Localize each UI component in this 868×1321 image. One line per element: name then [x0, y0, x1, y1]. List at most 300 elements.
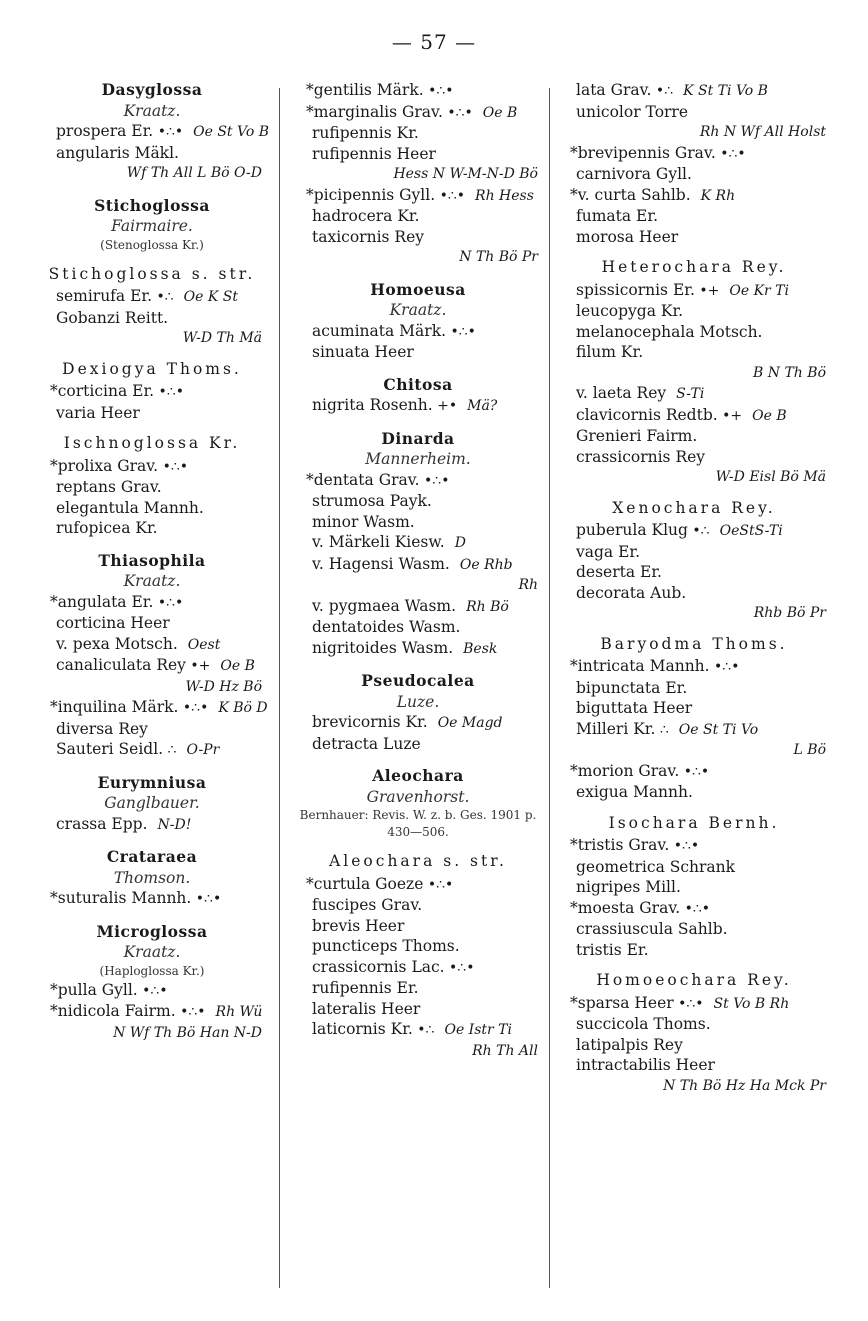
species-list — [556, 761, 832, 803]
species-name: deserta Er. — [576, 563, 662, 581]
species-entry — [556, 164, 832, 185]
species-name: v. pygmaea Wasm. — [312, 596, 457, 615]
species-name: rufopicea Kr. — [56, 519, 158, 537]
species-entry — [556, 280, 832, 302]
distribution: Rh Wü — [215, 1004, 263, 1020]
species-name: *pulla Gyll. — [50, 980, 138, 999]
species-name: spissicornis Er. — [576, 280, 695, 299]
species-entry — [556, 383, 832, 405]
species-entry — [292, 638, 544, 660]
myrmecophile-symbol: •∴• — [154, 384, 184, 400]
distribution: Oe Magd — [437, 715, 503, 731]
species-name: clavicornis Redtb. — [576, 405, 718, 424]
distribution: Hess N W-M-N-D Bö — [393, 166, 538, 182]
species-entry — [36, 719, 268, 740]
distribution: OeStS-Ti — [719, 523, 783, 539]
species-entry — [556, 143, 832, 165]
species-name: detracta Luze — [312, 734, 421, 753]
species-entry — [556, 185, 832, 207]
species-entry — [556, 877, 832, 898]
genus-heading: Pseudocalea — [361, 671, 475, 690]
species-name: semirufa Er. — [56, 287, 153, 305]
species-entry — [292, 321, 544, 343]
species-entry — [556, 542, 832, 563]
species-name: fumata Er. — [576, 207, 659, 225]
species-name: *marginalis Grav. — [306, 102, 443, 121]
myrmecophile-symbol: •∴• — [680, 900, 711, 917]
species-entry — [36, 308, 268, 329]
subgenus-heading: Xenochara Rey. — [612, 498, 776, 517]
subgenus-heading: Homoeochara Rey. — [596, 971, 792, 989]
distribution: S-Ti — [676, 386, 705, 402]
distribution: Oe B — [752, 407, 787, 424]
species-name: *prolixa Grav. — [50, 456, 159, 475]
species-name: crassa Epp. — [56, 814, 148, 833]
distribution: O-Pr — [186, 742, 220, 758]
genus-author: Kraatz. — [389, 301, 447, 319]
distribution: N Th Bö Pr — [459, 249, 538, 265]
distribution: L Bö — [793, 742, 826, 758]
species-name: unicolor Torre — [576, 102, 689, 121]
species-name: puberula Klug — [576, 521, 688, 539]
species-name: laticornis Kr. — [312, 1020, 413, 1038]
species-list — [36, 592, 268, 677]
distribution: K Bö D — [218, 700, 268, 716]
species-entry — [292, 957, 544, 979]
species-name: *morion Grav. — [570, 761, 680, 780]
species-list — [556, 993, 832, 1076]
column-1 — [36, 80, 268, 1043]
subgenus-heading: Baryodma Thoms. — [600, 634, 788, 653]
species-list — [36, 980, 268, 1023]
distribution: D — [454, 535, 466, 551]
species-list — [292, 470, 544, 576]
distribution: W-D Eisl Bö Mä — [715, 469, 826, 485]
species-entry — [292, 144, 544, 165]
species-list — [36, 456, 268, 539]
genus-heading: Microglossa — [96, 921, 208, 941]
myrmecophile-symbol: •∴• — [669, 838, 700, 854]
myrmecophile-symbol: •∴• — [137, 982, 168, 999]
species-name: *brevipennis Grav. — [570, 143, 716, 162]
species-entry — [292, 206, 544, 227]
species-name: dentatoides Wasm. — [312, 618, 461, 636]
species-list — [292, 395, 544, 417]
subgenus-heading: Dexiogya Thoms. — [62, 359, 242, 378]
species-name: Gobanzi Reitt. — [56, 308, 169, 327]
species-entry — [556, 656, 832, 678]
species-entry — [36, 518, 268, 539]
species-name: vaga Er. — [576, 542, 641, 561]
species-name: *inquilina Märk. — [50, 698, 179, 716]
species-entry — [292, 895, 544, 916]
myrmecophile-symbol: •+ — [694, 282, 720, 299]
subgenus-heading: Stichoglossa s. str. — [48, 264, 256, 283]
distribution: Oest — [187, 636, 221, 653]
species-entry — [556, 698, 832, 719]
species-name: *angulata Er. — [50, 592, 154, 611]
myrmecophile-symbol: •∴• — [419, 472, 450, 489]
species-name: morosa Heer — [576, 227, 679, 246]
genus-heading: Crataraea — [106, 847, 198, 866]
genus-author: Kraatz. — [123, 943, 181, 961]
species-list — [556, 656, 832, 740]
species-entry — [556, 80, 832, 102]
species-name: strumosa Payk. — [312, 492, 432, 510]
species-entry — [556, 940, 832, 961]
genus-heading: Dinarda — [381, 428, 455, 448]
column-3 — [556, 80, 832, 1096]
species-entry — [556, 993, 832, 1015]
species-name: acuminata Märk. — [312, 321, 447, 340]
species-entry — [556, 719, 832, 741]
distribution: K St Ti Vo B — [683, 83, 768, 99]
distribution: St Vo B Rh — [713, 995, 790, 1012]
genus-heading: Aleochara — [372, 766, 464, 785]
distribution: Oe St Ti Vo — [678, 721, 759, 738]
genus-heading: Homoeusa — [370, 279, 466, 299]
species-name: crassiuscula Sahlb. — [576, 920, 728, 938]
species-name: lateralis Heer — [312, 999, 421, 1018]
species-name: *suturalis Mannh. — [50, 889, 192, 907]
species-name: *intricata Mannh. — [570, 657, 710, 675]
species-name: prospera Er. — [56, 122, 154, 140]
myrmecophile-symbol: •∴• — [423, 876, 454, 893]
distribution: Oe Istr Ti — [444, 1022, 512, 1038]
genus-author: Kraatz. — [123, 572, 181, 590]
species-entry — [36, 655, 268, 677]
species-entry — [556, 447, 832, 468]
distribution: Rhb Bö Pr — [753, 605, 826, 621]
myrmecophile-symbol: •∴ — [651, 83, 674, 99]
species-entry — [556, 835, 832, 857]
species-entry — [36, 477, 268, 498]
species-list — [292, 712, 544, 754]
species-name: crassicornis Lac. — [312, 957, 445, 976]
species-name: carnivora Gyll. — [576, 165, 692, 183]
species-name: leucopyga Kr. — [576, 302, 684, 320]
species-name: minor Wasm. — [312, 512, 415, 531]
species-entry — [292, 80, 544, 102]
distribution: N Th Bö Hz Ha Mck Pr — [663, 1077, 826, 1094]
species-name: Sauteri Seidl. — [56, 740, 164, 758]
genus-author: Fairmaire. — [111, 217, 193, 235]
myrmecophile-symbol: •∴• — [715, 145, 746, 162]
species-name: *gentilis Märk. — [306, 81, 424, 99]
species-name: filum Kr. — [576, 343, 644, 361]
species-name: rufipennis Heer — [312, 144, 436, 163]
distribution: Oe St Vo B — [193, 124, 269, 140]
species-entry — [292, 532, 544, 554]
species-name: exigua Mannh. — [576, 783, 693, 801]
myrmecophile-symbol: •∴ — [412, 1022, 435, 1038]
species-name: nigrita Rosenh. — [312, 396, 433, 414]
species-entry — [36, 739, 268, 761]
subgenus-heading: Ischnoglossa Kr. — [63, 434, 241, 452]
species-list — [292, 596, 544, 660]
myrmecophile-symbol: •∴• — [446, 323, 476, 340]
species-entry — [36, 980, 268, 1002]
species-entry — [36, 456, 268, 478]
species-list — [556, 80, 832, 122]
species-entry — [556, 426, 832, 447]
species-entry — [36, 613, 268, 634]
species-name: decorata Aub. — [576, 583, 687, 602]
myrmecophile-symbol: ∴ — [163, 742, 177, 758]
species-list — [556, 383, 832, 467]
species-name: crassicornis Rey — [576, 447, 706, 466]
species-name: *picipennis Gyll. — [306, 185, 436, 204]
species-name: geometrica Schrank — [576, 857, 736, 876]
species-entry — [556, 782, 832, 803]
myrmecophile-symbol: •∴• — [435, 187, 466, 204]
species-entry — [556, 206, 832, 227]
species-list — [36, 888, 268, 910]
species-entry — [36, 634, 268, 656]
myrmecophile-symbol: •∴• — [175, 1004, 206, 1020]
subgenus-heading: Heterochara Rey. — [601, 258, 787, 276]
column-divider — [549, 88, 550, 1288]
distribution: Rh Bö — [466, 598, 509, 615]
myrmecophile-symbol: •∴• — [709, 659, 740, 675]
synonym-note: (Haploglossa Kr.) — [99, 963, 205, 978]
reference-note: Bernhauer: Revis. W. z. b. Ges. 1901 p. 430—506. — [299, 808, 537, 839]
distribution: W-D Th Mä — [182, 330, 262, 346]
species-name: nigritoides Wasm. — [312, 638, 454, 657]
species-entry — [556, 520, 832, 542]
species-entry — [292, 512, 544, 533]
species-name: *curtula Goeze — [306, 874, 424, 893]
species-entry — [556, 1014, 832, 1035]
species-entry — [292, 712, 544, 734]
myrmecophile-symbol: •∴• — [153, 594, 184, 611]
species-entry — [292, 185, 544, 207]
genus-author: Gravenhorst. — [366, 787, 470, 806]
distribution: Besk — [463, 640, 498, 657]
species-entry — [36, 121, 268, 143]
species-name: varia Heer — [56, 403, 140, 422]
species-name: melanocephala Motsch. — [576, 322, 763, 341]
myrmecophile-symbol: •∴• — [442, 104, 473, 121]
species-entry — [292, 395, 544, 417]
species-name: angularis Mäkl. — [56, 143, 179, 162]
species-list — [292, 80, 544, 164]
species-name: sinuata Heer — [312, 343, 414, 361]
species-list — [292, 185, 544, 248]
species-name: *sparsa Heer — [570, 993, 674, 1012]
species-entry — [36, 403, 268, 424]
species-entry — [36, 1001, 268, 1023]
species-name: hadrocera Kr. — [312, 207, 420, 225]
species-entry — [292, 874, 544, 896]
distribution: Rh — [518, 577, 538, 593]
species-entry — [36, 592, 268, 614]
species-name: v. pexa Motsch. — [56, 634, 178, 653]
genus-heading: Thiasophila — [98, 550, 206, 570]
species-name: biguttata Heer — [576, 699, 693, 717]
species-entry — [556, 583, 832, 604]
distribution: Mä? — [467, 398, 498, 414]
distribution: Oe B — [482, 104, 518, 121]
species-entry — [292, 936, 544, 957]
distribution: Rh Th All — [472, 1042, 538, 1059]
species-name: diversa Rey — [56, 719, 148, 738]
species-name: lata Grav. — [576, 81, 652, 99]
species-name: rufipennis Kr. — [312, 124, 419, 142]
myrmecophile-symbol: •∴• — [444, 959, 475, 976]
species-name: latipalpis Rey — [576, 1035, 683, 1054]
species-name: *v. curta Sahlb. — [570, 185, 691, 204]
genus-author: Kraatz. — [123, 101, 181, 120]
species-entry — [36, 888, 268, 910]
distribution: B N Th Bö — [753, 364, 826, 381]
myrmecophile-symbol: •∴ — [152, 289, 174, 305]
species-entry — [556, 857, 832, 878]
species-name: brevis Heer — [312, 916, 405, 935]
distribution: Rh N Wf All Holst — [699, 124, 826, 140]
species-name: v. Märkeli Kiesw. — [312, 533, 445, 551]
species-name: fuscipes Grav. — [312, 896, 423, 914]
species-name: reptans Grav. — [56, 478, 162, 496]
genus-heading: Dasyglossa — [101, 80, 203, 99]
species-name: *corticina Er. — [50, 382, 155, 400]
species-name: intractabilis Heer — [576, 1056, 715, 1074]
genus-heading: Eurymniusa — [97, 772, 207, 792]
species-entry — [292, 1019, 544, 1041]
myrmecophile-symbol: •∴• — [191, 891, 222, 907]
species-name: puncticeps Thoms. — [312, 937, 460, 955]
species-entry — [292, 596, 544, 618]
species-name: *moesta Grav. — [570, 898, 681, 917]
species-entry — [556, 562, 832, 583]
species-name: succicola Thoms. — [576, 1015, 711, 1033]
species-entry — [556, 1035, 832, 1056]
species-list — [36, 697, 268, 761]
myrmecophile-symbol: •∴• — [423, 83, 454, 99]
species-entry — [292, 617, 544, 638]
species-entry — [36, 286, 268, 308]
subgenus-heading: Aleochara s. str. — [329, 852, 507, 870]
myrmecophile-symbol: •∴ — [687, 523, 710, 539]
species-name: v. laeta Rey — [576, 384, 667, 402]
distribution: Oe Rhb — [459, 556, 513, 573]
species-entry — [36, 143, 268, 164]
column-divider — [279, 88, 280, 1288]
species-list — [556, 280, 832, 363]
genus-author: Thomson. — [113, 868, 191, 887]
species-list — [36, 814, 268, 836]
myrmecophile-symbol: •∴• — [673, 995, 704, 1012]
species-name: rufipennis Er. — [312, 979, 419, 997]
myrmecophile-symbol: •∴• — [158, 458, 188, 475]
species-entry — [36, 381, 268, 403]
species-entry — [292, 123, 544, 144]
synonym-note: (Stenoglossa Kr.) — [100, 237, 204, 252]
subgenus-heading: Isochara Bernh. — [608, 813, 780, 832]
myrmecophile-symbol: +• — [432, 398, 458, 414]
species-name: Grenieri Fairm. — [576, 427, 698, 445]
myrmecophile-symbol: ∴ — [655, 721, 669, 738]
species-entry — [292, 102, 544, 124]
distribution: N-D! — [157, 816, 192, 833]
species-entry — [556, 301, 832, 322]
species-name: brevicornis Kr. — [312, 713, 428, 731]
species-list — [36, 121, 268, 163]
column-2 — [292, 80, 544, 1061]
species-name: Milleri Kr. — [576, 719, 656, 738]
species-name: elegantula Mannh. — [56, 498, 204, 517]
species-entry — [556, 678, 832, 699]
species-entry — [292, 916, 544, 937]
species-list — [36, 286, 268, 328]
distribution: K Rh — [700, 187, 736, 204]
species-list — [556, 143, 832, 248]
species-entry — [292, 978, 544, 999]
species-name: tristis Er. — [576, 940, 649, 959]
species-entry — [556, 322, 832, 343]
species-entry — [292, 342, 544, 363]
species-list — [292, 874, 544, 1041]
myrmecophile-symbol: •∴• — [679, 763, 710, 780]
species-entry — [556, 227, 832, 248]
species-list — [292, 321, 544, 363]
myrmecophile-symbol: •+ — [185, 658, 211, 674]
myrmecophile-symbol: •∴• — [153, 124, 184, 140]
species-name: nigripes Mill. — [576, 878, 681, 896]
distribution: W-D Hz Bö — [185, 678, 262, 695]
species-entry — [556, 102, 832, 123]
species-entry — [36, 498, 268, 519]
myrmecophile-symbol: •∴• — [178, 700, 209, 716]
myrmecophile-symbol: •+ — [717, 407, 743, 424]
species-entry — [556, 761, 832, 783]
species-list — [36, 381, 268, 423]
genus-heading: Chitosa — [383, 374, 453, 394]
species-entry — [292, 999, 544, 1020]
distribution: Oe B — [220, 658, 255, 674]
species-name: *nidicola Fairm. — [50, 1002, 176, 1020]
species-entry — [556, 342, 832, 363]
species-name: canaliculata Rey — [56, 656, 186, 674]
species-entry — [36, 697, 268, 719]
distribution: N Wf Th Bö Han N-D — [113, 1024, 262, 1041]
species-list — [556, 520, 832, 603]
distribution: Rh Hess — [475, 187, 534, 204]
species-name: corticina Heer — [56, 614, 170, 632]
distribution: Wf Th All L Bö O-D — [126, 165, 262, 181]
species-name: *dentata Grav. — [306, 470, 420, 489]
species-name: bipunctata Er. — [576, 678, 688, 697]
genus-heading: Stichoglossa — [94, 195, 210, 215]
species-entry — [556, 919, 832, 940]
species-list — [556, 835, 832, 960]
genus-author: Luze. — [396, 692, 440, 711]
genus-author: Mannerheim. — [365, 450, 471, 468]
species-entry — [292, 491, 544, 512]
species-name: taxicornis Rey — [312, 227, 425, 246]
species-entry — [292, 470, 544, 492]
species-name: *tristis Grav. — [570, 836, 670, 854]
page-number: — 57 — — [391, 30, 477, 54]
species-entry — [36, 814, 268, 836]
species-entry — [292, 554, 544, 576]
species-entry — [292, 227, 544, 248]
species-entry — [292, 734, 544, 755]
distribution: Oe Kr Ti — [729, 282, 789, 299]
species-entry — [556, 405, 832, 427]
species-name: v. Hagensi Wasm. — [312, 554, 450, 573]
species-entry — [556, 898, 832, 920]
